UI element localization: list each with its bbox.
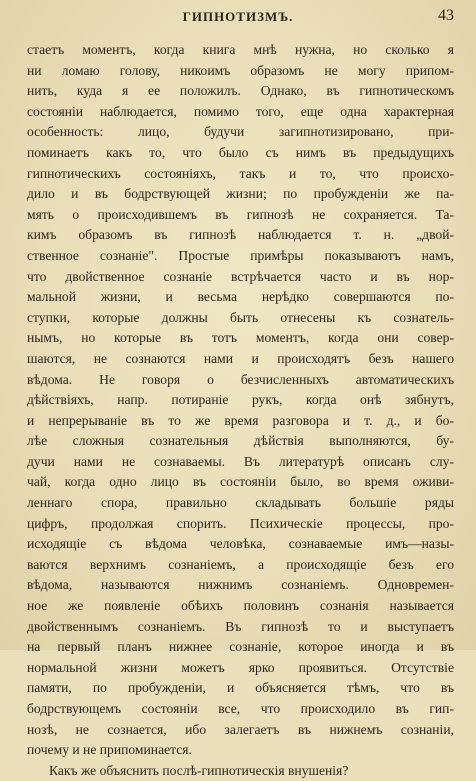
text-line: бодрствующемъ состояніи все, что происходило въ гип- <box>27 701 454 716</box>
text-line: шаются, не сознаются нами и происходятъ безъ нашего <box>27 350 454 366</box>
text-line: дучи нами не сознаваемы. Въ литературѣ описанъ слу- <box>27 453 454 469</box>
text-line: на первый планъ нижнее сознаніе, которое иногда и въ <box>27 639 454 655</box>
text-line: дѣйствіяхъ, напр. потираніе рукъ, когда онѣ зябнутъ, <box>27 392 454 408</box>
text-line: леннаго спора, правильно складывать большіе ряды <box>27 495 454 511</box>
text-line: мять о происходившемъ въ гипнозѣ не сохраняется. Та- <box>27 206 454 222</box>
text-line: состояніи наблюдается, помимо того, еще одна характерная <box>27 103 454 119</box>
text-line: памяти, по пробужденіи, и объясняется тѣмъ, что въ <box>27 680 454 696</box>
text-line: нить, куда я ее положилъ. Однако, въ гипнотическомъ <box>27 83 454 99</box>
text-line: ваются верхнимъ сознаніемъ, а происходящіе безъ его <box>27 556 454 572</box>
text-line: вѣдома. Не говоря о безчисленныхъ автоматическихъ <box>27 371 454 387</box>
text-line: лѣе сложныя сознательныя дѣйствія выполняются, бу- <box>27 433 454 449</box>
text-line: ни ломаю голову, никоимъ образомъ не могу припом- <box>27 62 454 78</box>
text-line: ступки, которые должны быть отнесены къ сознатель- <box>27 309 454 325</box>
body-text <box>27 40 454 781</box>
text-line: нозѣ, не сознается, ибо залегаетъ въ нижнемъ сознаніи, <box>27 721 454 737</box>
text-line: стаетъ моментъ, когда книга мнѣ нужна, но сколько я <box>27 42 454 57</box>
text-line: нормальной жизни можетъ ярко проявиться. Отсутствіе <box>27 659 454 675</box>
header-title: ГИПНОТИЗМЪ. <box>182 9 294 24</box>
text-line: чай, когда одно лицо въ состояніи было, во время оживи- <box>27 474 454 490</box>
text-line: почему и не припоминается. <box>27 742 192 758</box>
text-line: особенность: лицо, будучи загипнотизировано, при- <box>27 124 454 140</box>
running-head <box>0 9 476 29</box>
text-line: ственное сознаніе". Простые примѣры показываютъ намъ, <box>27 247 454 263</box>
text-line: цифръ, продолжая спорить. Психическіе процессы, про- <box>27 515 454 531</box>
text-line: и непрерываніе въ то же время разговора и т. д., и бо- <box>27 412 454 428</box>
text-line: гипнотическихъ состояніяхъ, такъ и то, что происхо- <box>27 165 454 181</box>
text-line: что двойственное сознаніе встрѣчается часто и въ нор- <box>27 268 454 284</box>
text-line: ное же появленіе обѣихъ половинъ сознанія называется <box>27 598 454 614</box>
text-line: двойственнымъ сознаніемъ. Въ гипнозѣ то и выступаетъ <box>27 618 454 634</box>
text-line: исходящіе съ вѣдома человѣка, сознаваемые имъ—назы- <box>27 536 454 552</box>
text-line: вѣдома, называются нижнимъ сознаніемъ. Одновремен- <box>27 577 454 593</box>
text-line: поминаетъ какъ то, что было съ нимъ въ предыдущихъ <box>27 144 454 160</box>
text-line: нымъ, но которые въ тотъ моментъ, когда они совер- <box>27 330 454 346</box>
text-line: дило и въ бодрствующей жизни; по пробужденіи же па- <box>27 186 454 202</box>
page-number: 43 <box>438 7 454 24</box>
text-line: кимъ образомъ въ гипнозѣ наблюдается т. н. „двой- <box>27 227 454 243</box>
text-line: Какъ же объяснить послѣ-гипнотическія внушенія? <box>49 762 349 778</box>
text-line: мальной жизни, и весьма нерѣдко совершаются по- <box>27 289 454 305</box>
